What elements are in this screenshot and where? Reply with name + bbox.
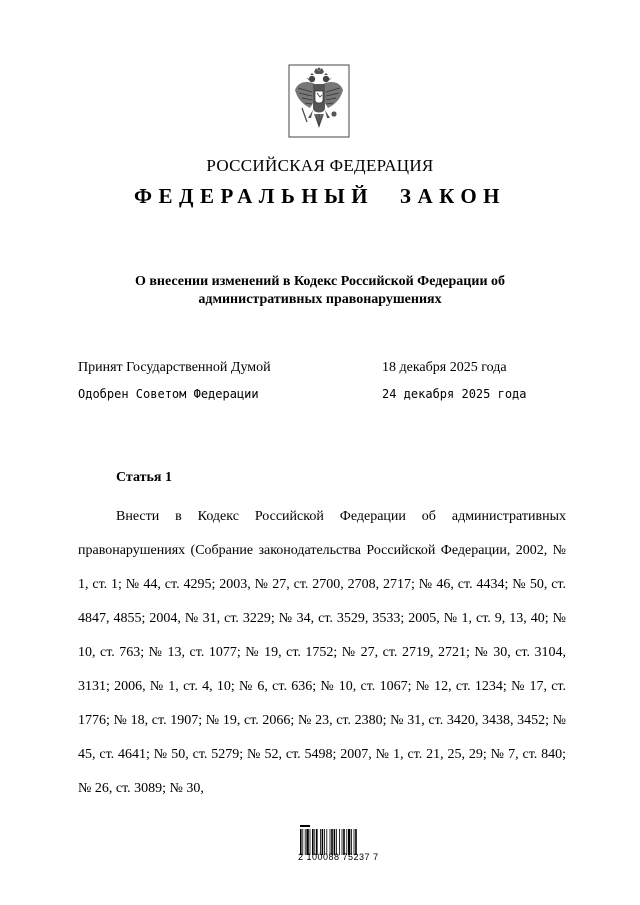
duma-date: 18 декабря 2025 года — [382, 360, 507, 375]
law-title — [100, 273, 540, 309]
council-date: 24 декабря 2025 года — [382, 387, 527, 401]
council-label: Одобрен Советом Федерации — [78, 387, 259, 401]
law-title-line-2: административных правонарушениях — [198, 292, 442, 307]
article-heading: Статья 1 — [116, 470, 172, 485]
article-body: Внести в Кодекс Российской Федерации об административных правонарушениях (Собрание законодательства Российской Федерации, 2002, № 1, ст. 1; № 44, ст. 4295; 2003, № 27, ст. 2700, 2708, 2717; № 46, ст. 4434; № 50, ст. 4847, 4855; 2004, № 31, ст. 3229; № 34, ст. 3529, 3533; 2005, № 1, ст. 9, 13, 40; № 10, ст. 763; № 13, ст. 1077; № 19, ст. 1752; № 27, ст. 2719, 2721; № 30, ст. 3104, 3131; 2006, № 1, ст. 4, 10; № 6, ст. 636; № 10, ст. 1067; № 12, ст. 1234; № 17, ст. 1776; № 18, ст. 1907; № 19, ст. 2066; № 23, ст. 2380; № 31, ст. 3420, 3438, 3452; № 45, ст. 4641; № 50, ст. 5279; № 52, ст. 5498; 2007, № 1, ст. 21, 25, 29; № 7, ст. 840; № 26, ст. 3089; № 30, — [78, 509, 566, 796]
coat-of-arms-icon — [288, 64, 350, 138]
document-type: ФЕДЕРАЛЬНЫЙ ЗАКОН — [134, 184, 506, 208]
duma-label: Принят Государственной Думой — [78, 360, 271, 375]
law-title-line-1: О внесении изменений в Кодекс Российской Федерации об — [134, 274, 506, 289]
barcode-number: 2 100088 75237 7 — [298, 852, 379, 862]
country-name: РОССИЙСКАЯ ФЕДЕРАЦИЯ — [206, 156, 434, 175]
